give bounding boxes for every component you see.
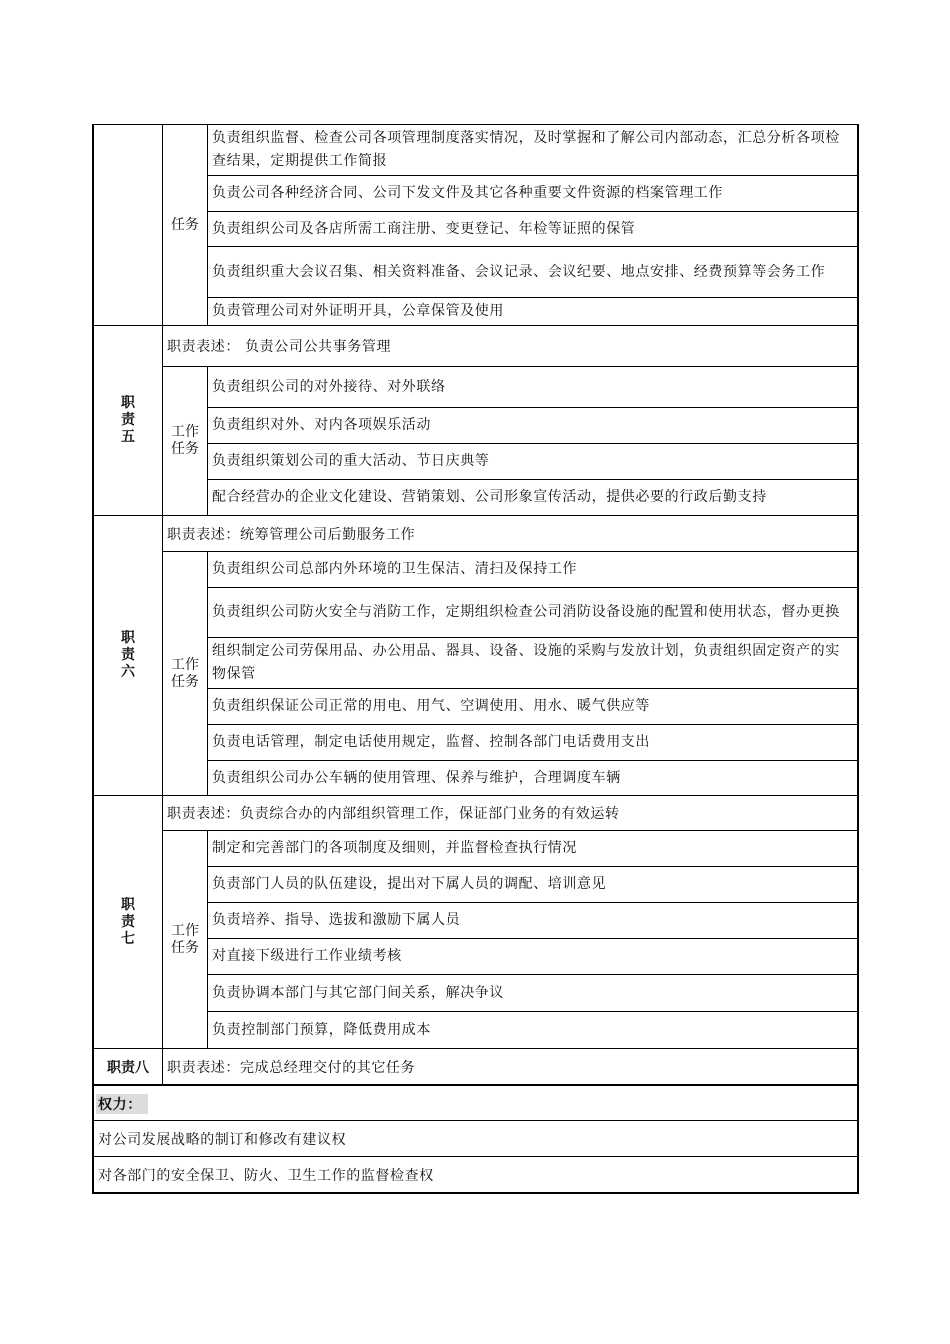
task-row [207,974,859,1012]
task-text: 负责电话管理，制定电话使用规定，监督、控制各部门电话费用支出 [212,734,650,750]
task-text: 负责组织公司及各店所需工商注册、变更登记、年检等证照的保管 [212,220,636,237]
task-text: 负责培养、指导、选拔和激励下属人员 [212,912,461,928]
task-text: 负责协调本部门与其它部门间关系，解决争议 [212,984,504,1001]
power-item-text: 对公司发展战略的制订和修改有建议权 [98,1131,347,1148]
duty-description [162,325,859,367]
task-row [207,587,859,638]
task-row [207,688,859,725]
task-row [207,902,859,939]
task-row [207,637,859,689]
duty-description [162,515,859,552]
task-text: 负责组织对外、对内各项娱乐活动 [212,417,431,433]
duty-description [162,1048,859,1086]
task-row [207,938,859,975]
task-row [207,124,859,176]
task-text: 负责组织监督、检查公司各项管理制度落实情况，及时掌握和了解公司内部动态，汇总分析各项检查结果，定期提供工作简报 [212,130,840,169]
task-kind-label: 工作任务 [171,424,199,457]
task-text: 负责部门人员的队伍建设，提出对下属人员的调配、培训意见 [212,876,607,892]
task-row [207,724,859,761]
task-row [207,211,859,247]
task-text: 负责组织重大会议召集、相关资料准备、会议记录、会议纪要、地点安排、经费预算等会务工作 [212,263,826,280]
duty-label-cell [92,1048,163,1086]
powers-heading: 权力： [96,1094,148,1114]
task-kind-label: 任务 [171,216,199,233]
duty-description-text: 职责表述：完成总经理交付的其它任务 [167,1059,416,1076]
task-kind-label: 工作任务 [171,656,199,690]
duty-description-text: 职责表述： 负责公司公共事务管理 [167,339,392,355]
power-item [92,1120,859,1157]
task-kind-cell [162,551,208,796]
task-row [207,866,859,903]
duty-description-text: 职责表述：负责综合办的内部组织管理工作，保证部门业务的有效运转 [167,806,620,822]
task-kind-cell [162,830,208,1049]
duty-label-cell-blank [92,124,163,326]
task-row [207,551,859,588]
task-text: 负责组织保证公司正常的用电、用气、空调使用、用水、暖气供应等 [212,698,650,714]
task-row [207,175,859,212]
duty-description-text: 职责表述：统筹管理公司后勤服务工作 [167,526,416,543]
duty-description [162,795,859,831]
task-text: 负责组织公司总部内外环境的卫生保洁、清扫及保持工作 [212,561,577,577]
duty-label: 职责八 [107,1059,149,1076]
power-item [92,1156,859,1194]
power-item-text: 对各部门的安全保卫、防火、卫生工作的监督检查权 [98,1167,434,1184]
task-text: 负责管理公司对外证明开具，公章保管及使用 [212,303,504,319]
task-text: 制定和完善部门的各项制度及细则，并监督检查执行情况 [212,840,577,856]
duty-label: 职责五 [121,395,135,445]
task-text: 负责组织公司防火安全与消防工作，定期组织检查公司消防设备设施的配置和使用状态，督办更换 [212,604,840,620]
duty-label-cell [92,795,163,1049]
powers-heading-row [92,1085,859,1121]
task-text: 负责公司各种经济合同、公司下发文件及其它各种重要文件资源的档案管理工作 [212,185,723,201]
task-text: 负责组织策划公司的重大活动、节日庆典等 [212,453,490,469]
task-text: 负责组织公司的对外接待、对外联络 [212,378,446,395]
task-row [207,246,859,298]
task-row [207,443,859,480]
duty-label-cell [92,515,163,796]
task-text: 配合经营办的企业文化建设、营销策划、公司形象宣传活动，提供必要的行政后勤支持 [212,489,767,505]
duty-label: 职责六 [121,630,135,680]
task-kind-cell [162,124,208,326]
task-kind-label: 工作任务 [171,922,199,956]
task-kind-cell [162,366,208,516]
task-row [207,1011,859,1049]
duty-label: 职责七 [121,896,135,947]
duty-label-cell [92,325,163,516]
task-text: 负责组织公司办公车辆的使用管理、保养与维护，合理调度车辆 [212,769,621,786]
task-text: 负责控制部门预算，降低费用成本 [212,1021,431,1038]
task-row [207,297,859,326]
task-row [207,830,859,867]
task-row [207,760,859,796]
task-row [207,407,859,444]
task-row [207,479,859,516]
task-text: 组织制定公司劳保用品、办公用品、器具、设备、设施的采购与发放计划，负责组织固定资产的实物保管 [212,643,840,682]
task-text: 对直接下级进行工作业绩考核 [212,948,402,964]
task-row [207,366,859,408]
